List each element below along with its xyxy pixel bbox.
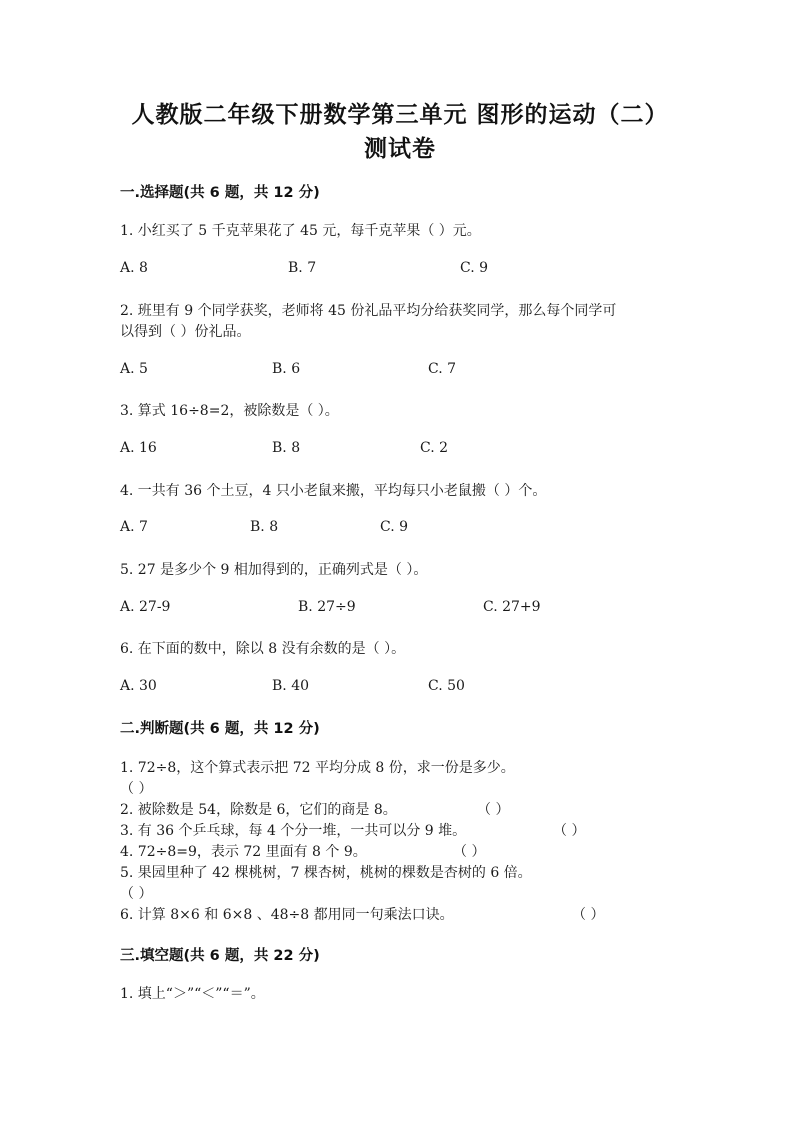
option-b: B. 27÷9 — [298, 599, 356, 615]
section-heading-fill: 三.填空题(共 6 题，共 22 分) — [120, 948, 320, 964]
option-a: A. 30 — [120, 678, 157, 694]
option-c: C. 7 — [428, 361, 457, 377]
answer-parens: （ ） — [477, 802, 510, 818]
question-text: 3. 算式 16÷8=2，被除数是（ ）。 — [120, 403, 339, 419]
option-a: A. 8 — [120, 260, 148, 276]
judge-item-text: 2. 被除数是 54，除数是 6，它们的商是 8。 — [120, 802, 397, 818]
option-a: A. 16 — [120, 440, 157, 456]
answer-parens: （ ） — [553, 823, 586, 839]
option-c: C. 50 — [428, 678, 465, 694]
question-text: 1. 小红买了 5 千克苹果花了 45 元，每千克苹果（ ）元。 — [120, 223, 481, 239]
option-c: C. 9 — [380, 519, 409, 535]
option-b: B. 40 — [272, 678, 310, 694]
option-c: C. 27+9 — [483, 599, 541, 615]
option-b: B. 8 — [250, 519, 279, 535]
option-b: B. 7 — [288, 260, 317, 276]
document-title-line2: 测试卷 — [364, 136, 436, 162]
question-text: 5. 27 是多少个 9 相加得到的，正确列式是（ ）。 — [120, 562, 428, 578]
option-a: A. 27-9 — [120, 599, 171, 615]
answer-parens: （ ） — [120, 781, 153, 797]
judge-item-text: 6. 计算 8×6 和 6×8 、48÷8 都用同一句乘法口诀。 — [120, 907, 454, 923]
judge-item-text: 4. 72÷8=9，表示 72 里面有 8 个 9。 — [120, 844, 367, 860]
option-b: B. 8 — [272, 440, 301, 456]
judge-item-text: 5. 果园里种了 42 棵桃树，7 棵杏树，桃树的棵数是杏树的 6 倍。 — [120, 865, 532, 881]
question-text: 4. 一共有 36 个土豆，4 只小老鼠来搬，平均每只小老鼠搬（ ）个。 — [120, 483, 547, 499]
question-text: 2. 班里有 9 个同学获奖，老师将 45 份礼品平均分给获奖同学，那么每个同学可 — [120, 303, 617, 319]
answer-parens: （ ） — [572, 907, 605, 923]
document-title: 人教版二年级下册数学第三单元 图形的运动（二） — [131, 102, 669, 128]
question-text-cont: 以得到（ ）份礼品。 — [120, 324, 251, 340]
option-a: A. 7 — [120, 519, 148, 535]
section-heading-judge: 二.判断题(共 6 题，共 12 分) — [120, 721, 320, 737]
option-c: C. 9 — [460, 260, 489, 276]
question-text: 6. 在下面的数中，除以 8 没有余数的是（ ）。 — [120, 641, 406, 657]
section-heading-choice: 一.选择题(共 6 题，共 12 分) — [120, 185, 320, 201]
judge-item-text: 3. 有 36 个乒乓球，每 4 个分一堆，一共可以分 9 堆。 — [120, 823, 467, 839]
answer-parens: （ ） — [453, 844, 486, 860]
answer-parens: （ ） — [120, 886, 153, 902]
question-text: 1. 填上“＞”“＜”“＝”。 — [120, 986, 265, 1002]
option-b: B. 6 — [272, 361, 301, 377]
option-c: C. 2 — [420, 440, 449, 456]
option-a: A. 5 — [120, 361, 148, 377]
judge-item-text: 1. 72÷8，这个算式表示把 72 平均分成 8 份，求一份是多少。 — [120, 760, 515, 776]
